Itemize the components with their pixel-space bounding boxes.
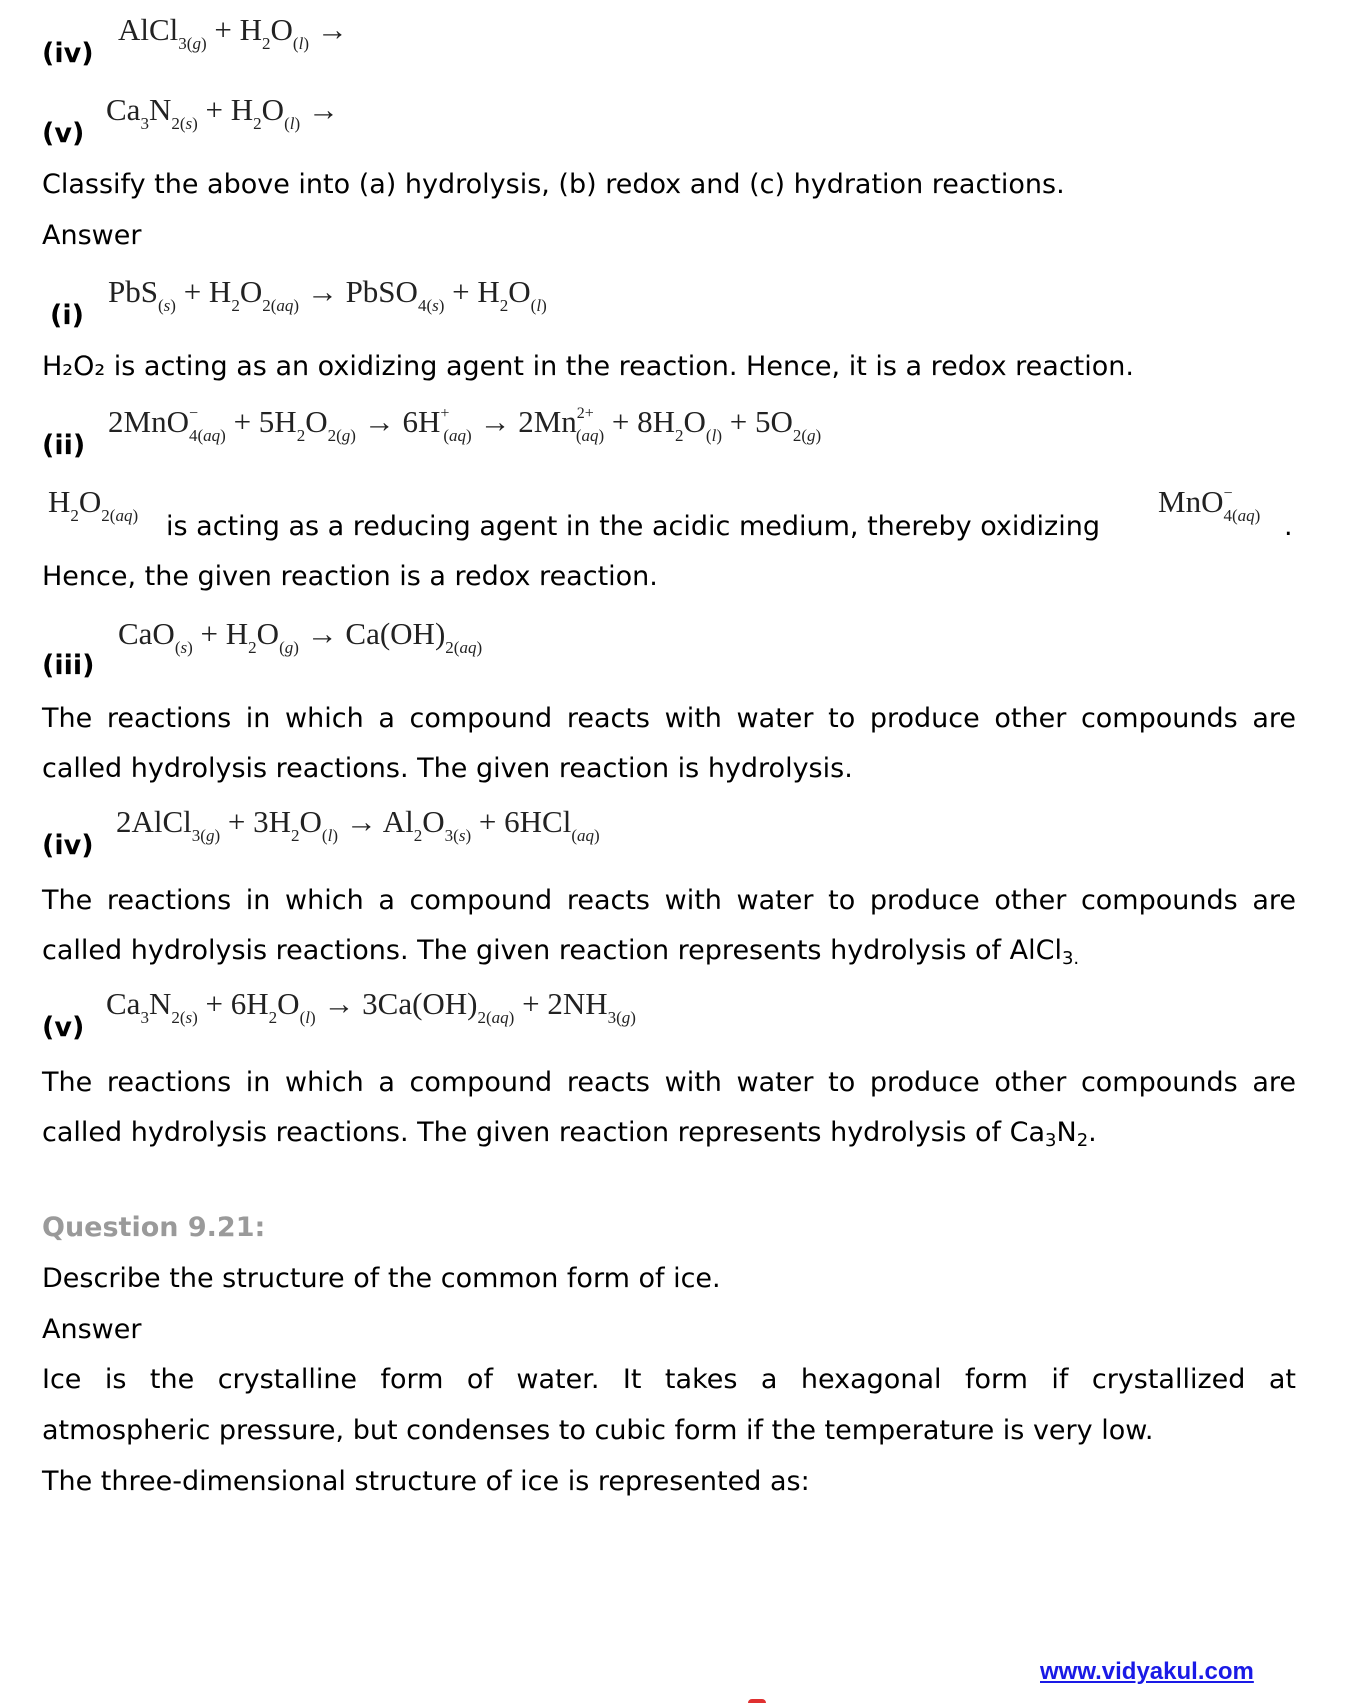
equation-v-question: $Ca_3N_{2(s)} + H_2O_{(l)}$ → xyxy=(106,92,339,133)
formula-sub-1: 3 xyxy=(1045,1130,1057,1151)
answer-label-ii: (ii) xyxy=(42,430,86,461)
h2o2-formula: $H_2O_{2(aq)}$ xyxy=(48,484,139,525)
answer-label-921: Answer xyxy=(42,1314,142,1345)
explanation-ii-line2: Hence, the given reaction is a redox reaction. xyxy=(42,561,658,592)
explanation-iii-line2: called hydrolysis reactions. The given reaction is hydrolysis. xyxy=(42,753,853,784)
formula-subscript: 3. xyxy=(1061,948,1080,969)
answer-label-i: (i) xyxy=(50,300,84,331)
answer-label-v: (v) xyxy=(42,1012,85,1043)
explanation-iv-line1: The reactions in which a compound reacts with water to produce other compounds are xyxy=(42,885,1296,916)
answer-label-iii: (iii) xyxy=(42,650,95,681)
equation-i: $PbS_{(s)} + H_2O_{2(aq)}$ → PbSO$_{4(s)}$ + $H_2O_{(l)}$ xyxy=(108,274,547,315)
explanation-i: H₂O₂ is acting as an oxidizing agent in the reaction. Hence, it is a redox reaction. xyxy=(42,351,1134,382)
end-period: . xyxy=(1284,511,1293,542)
explanation-v-line2 xyxy=(42,1108,1097,1166)
classify-prompt: Classify the above into (a) hydrolysis, (b) redox and (c) hydration reactions. xyxy=(42,169,1065,200)
explanation-iv-text: called hydrolysis reactions. The given reaction represents hydrolysis of AlCl xyxy=(42,935,1062,966)
answer-921-line3: The three-dimensional structure of ice is represented as: xyxy=(42,1466,810,1497)
explanation-v-line1: The reactions in which a compound reacts with water to produce other compounds are xyxy=(42,1067,1296,1098)
equation-v: $Ca_3N_{2(s)} + 6H_2O_{(l)} \to 3Ca(OH)_{2(aq)} + 2NH_{3(g)}$ xyxy=(106,986,636,1027)
vidyakul-link[interactable]: www.vidyakul.com xyxy=(1040,1658,1254,1685)
explanation-iv-line2 xyxy=(42,926,1079,984)
part-label-iv: (iv) xyxy=(42,38,94,69)
question-heading: Question 9.21: xyxy=(42,1212,266,1243)
formula-mid: N xyxy=(1056,1117,1077,1148)
equation-ii: $2MnO^-_{4(aq)} + 5H_2O_{2(g)} \to 6H^+_{(aq)} \to 2Mn^{2+}_{(aq)} + 8H_2O_{(l)} + 5O_{2(g)}$ xyxy=(108,404,822,445)
explanation-ii-line1: is acting as a reducing agent in the acidic medium, thereby oxidizing xyxy=(166,511,1100,542)
question-prompt: Describe the structure of the common form of ice. xyxy=(42,1263,721,1294)
explanation-v-text: called hydrolysis reactions. The given reaction represents hydrolysis of Ca xyxy=(42,1117,1046,1148)
answer-921-line2: atmospheric pressure, but condenses to cubic form if the temperature is very low. xyxy=(42,1415,1154,1446)
answer-label-iv: (iv) xyxy=(42,830,94,861)
red-mark xyxy=(748,1699,766,1703)
mno4-formula: MnO−$_{4(aq)}$ xyxy=(1158,484,1261,525)
formula-end: . xyxy=(1088,1117,1097,1148)
formula-sub-2: 2 xyxy=(1076,1130,1089,1151)
part-label-v: (v) xyxy=(42,118,85,149)
explanation-iii-line1: The reactions in which a compound reacts with water to produce other compounds are xyxy=(42,703,1296,734)
answer-921-line1: Ice is the crystalline form of water. It takes a hexagonal form if crystallized at xyxy=(42,1364,1296,1395)
equation-iv: 2AlCl$_{3(g)}$ + $3H_2O_{(l)} \to Al_2O_{3(s)} + 6HCl_{(aq)}$ xyxy=(116,804,600,845)
equation-iv-question: AlCl$_{3(g)}$ + $H_2O_{(l)}$ → xyxy=(118,12,348,53)
answer-label: Answer xyxy=(42,220,142,251)
equation-iii: $CaO_{(s)} + H_2O_{(g)} \to Ca(OH)_{2(aq)}$ xyxy=(118,616,483,657)
